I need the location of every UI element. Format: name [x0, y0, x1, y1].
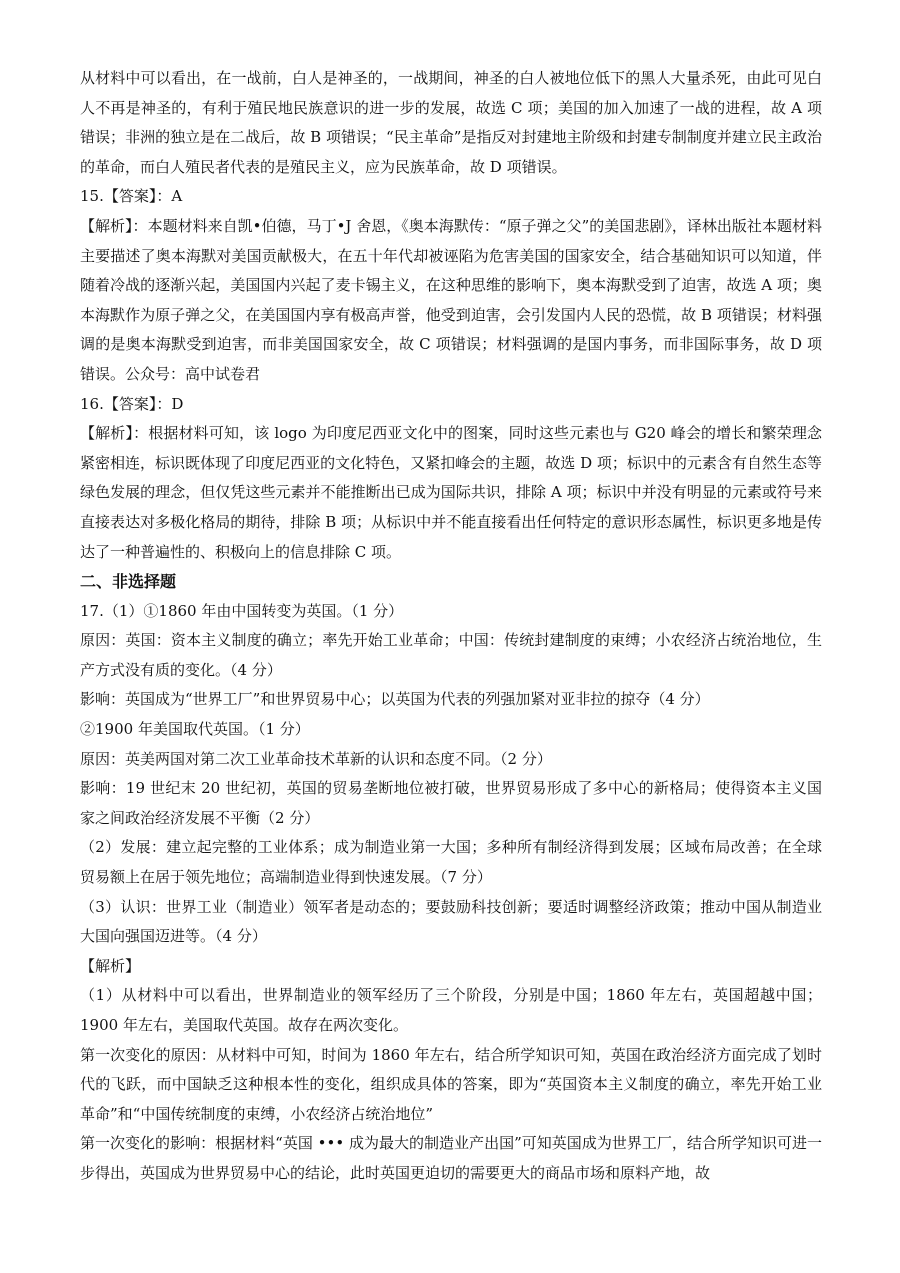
answer-q17-cause-2: 原因：英美两国对第二次工业革命技术革新的认识和态度不同。（2 分）	[80, 749, 552, 768]
section-heading-non-choice: 二、非选择题	[80, 572, 177, 592]
answer-q17-part3: （3）认识：世界工业（制造业）领军者是动态的；要鼓励科技创新；要适时调整经济政策；推动中国从制造业大国向强国迈进等。（4 分）	[80, 897, 822, 946]
answer-q17-part1-second: ②1900 年美国取代英国。（1 分）	[80, 720, 310, 739]
analysis-q16: 【解析】：根据材料可知，该 logo 为印度尼西亚文化中的图案，同时这些元素也与 G20 峰会的增长和繁荣理念紧密相连，标识既体现了印度尼西亚的文化特色，又紧扣峰会的主题，故选 D 项；标识中的元素含有自然生态等绿色发展的理念，但仅凭这些元素并不能推断出已成为国际共识，排除 A 项；标识中并没有明显的元素或符号来直接表达对多极化格局的期待，排除 B 项；从标识中并不能直接看出任何特定的意识形态属性，标识更多地是传达了一种普遍性的、积极向上的信息排除 C 项。	[80, 424, 822, 561]
answer-q17-impact-1: 影响：英国成为“世界工厂”和世界贸易中心；以英国为代表的列强加紧对亚非拉的掠夺（4 分）	[80, 690, 710, 709]
answer-q16: 16.【答案】：D	[80, 394, 184, 413]
analysis-q17-heading: 【解析】	[80, 956, 141, 975]
analysis-q17-first-change-cause: 第一次变化的原因：从材料中可知，时间为 1860 年左右，结合所学知识可知，英国在政治经济方面完成了划时代的飞跃，而中国缺乏这种根本性的变化，组织成具体的答案，即为“英国资本主义制度的确立，率先开始工业革命”和“中国传统制度的束缚，小农经济占统治地位”	[80, 1045, 822, 1123]
answer-q17-impact-2: 影响：19 世纪末 20 世纪初，英国的贸易垄断地位被打破，世界贸易形成了多中心的新格局；使得资本主义国家之间政治经济发展不平衡（2 分）	[80, 779, 822, 827]
answer-q17-part2: （2）发展：建立起完整的工业体系；成为制造业第一大国；多种所有制经济得到发展；区域布局改善；在全球贸易额上在居于领先地位；高端制造业得到快速发展。（7 分）	[80, 838, 822, 887]
analysis-q17-first-change-impact: 第一次变化的影响：根据材料“英国 ••• 成为最大的制造业产出国”可知英国成为世界工厂，结合所学知识可进一步得出，英国成为世界贸易中心的结论，此时英国更迫切的需要更大的商品市场和原料产地，故	[80, 1134, 822, 1182]
answer-q15: 15.【答案】：A	[80, 187, 183, 206]
document-page	[80, 64, 822, 1189]
answer-q17-cause-1: 原因：英国：资本主义制度的确立；率先开始工业革命；中国：传统封建制度的束缚；小农经济占统治地位，生产方式没有质的变化。（4 分）	[80, 631, 822, 679]
analysis-q14-continued: 从材料中可以看出，在一战前，白人是神圣的，一战期间，神圣的白人被地位低下的黑人大量杀死，由此可见白人不再是神圣的，有利于殖民地民族意识的进一步的发展，故选 C 项；美国的加入加速了一战的进程，故 A 项错误；非洲的独立是在二战后，故 B 项错误；“民主革命”是指反对封建地主阶级和封建专制制度并建立民主政治的革命，而白人殖民者代表的是殖民主义，应为民族革命，故 D 项错误。	[80, 69, 822, 176]
analysis-q15: 【解析】：本题材料来自凯•伯德，马丁•J 舍恩，《奥本海默传：“原子弹之父”的美国悲剧》，译林出版社本题材料主要描述了奥本海默对美国贡献极大，在五十年代却被诬陷为危害美国的国家安全，结合基础知识可以知道，伴随着冷战的逐渐兴起，美国国内兴起了麦卡锡主义，在这种思维的影响下，奥本海默受到了迫害，故选 A 项；奥本海默作为原子弹之父，在美国国内享有极高声誉，他受到迫害，会引发国内人民的恐慌，故 B 项错误；材料强调的是奥本海默受到迫害，而非美国国家安全，故 C 项错误；材料强调的是国内事务，而非国际事务，故 D 项错误。公众号：高中试卷君	[80, 216, 822, 383]
answer-q17-part1-first: 17.（1）①1860 年由中国转变为英国。（1 分）	[80, 601, 404, 620]
analysis-q17-part1: （1）从材料中可以看出，世界制造业的领军经历了三个阶段，分别是中国；1860 年左右，英国超越中国；1900 年左右，美国取代英国。故存在两次变化。	[80, 986, 822, 1034]
